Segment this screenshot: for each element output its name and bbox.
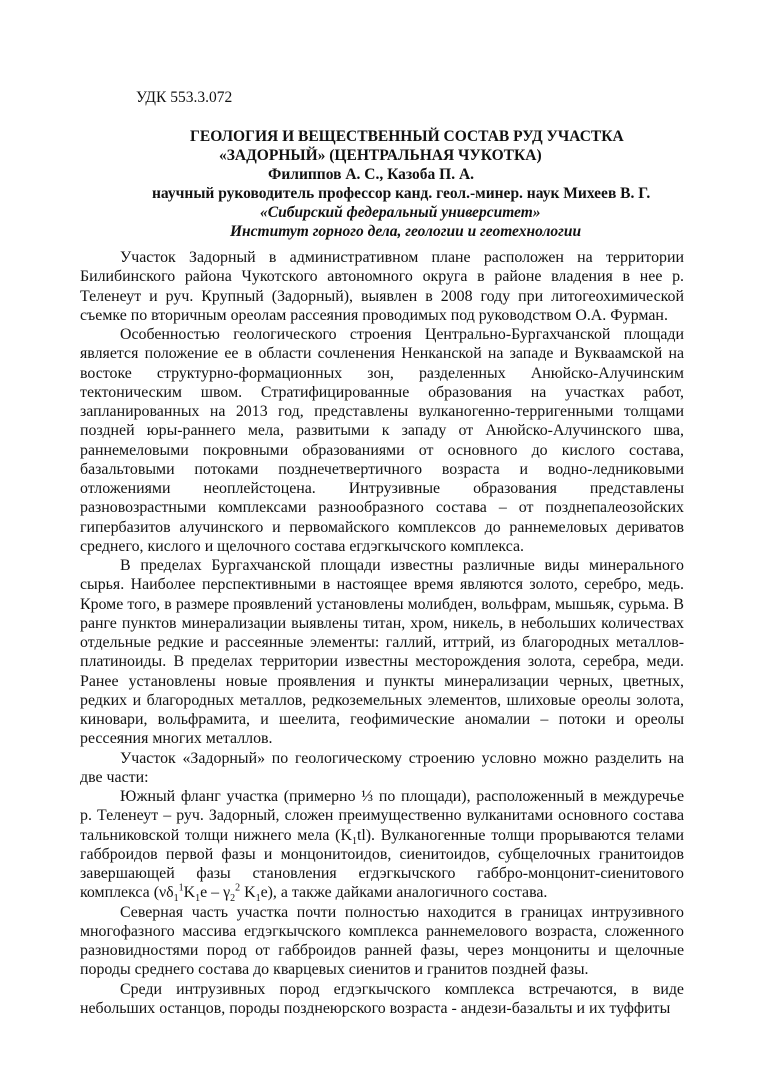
paragraph-2: Особенностью геологического строения Центрально-Бургахчанской площади является положение ее в области сочленения Ненканской на западе и Вукваамской на востоке структурно-формационных зон, разделенных Анюйско-Алучинским тектоническим швом. Стратифицированные образования на участках работ, запланированных на 2013 год, представлены вулканогенно-терригенными толщами поздней юры-раннего мела, развитыми к западу от Анюйско-Алучинского шва, раннемеловыми покровными образованиями от основного до кислого состава, базальтовыми потоками позднечетвертичного возраста и водно-ледниковыми отложениями неоплейстоцена. Интрузивные образования представлены разновозрастными комплексами разнообразного состава – от позднепалеозойских гипербазитов алучинского и первомайского комплексов до раннемеловых дериватов среднего, кислого и щелочного состава егдэгкычского комплекса.: [80, 326, 684, 555]
paragraph-3: В пределах Бургахчанской площади известны различные виды минерального сырья. Наиболее перспективными в настоящее время являются золото, серебро, медь. Кроме того, в размере проявлений установлены молибден, вольфрам, мышьяк, сурьма. В ранге пунктов минерализации выявлены титан, хром, никель, в небольших количествах отдельные редкие и рассеянные элементы: галлий, иттрий, из благородных металлов- платиноиды. В пределах территории известны месторождения золота, серебра, меди. Ранее установлены новые проявления и пункты минерализации черных, цветных, редких и благородных металлов, редкоземельных элементов, шлиховые ореолы золота, киновари, вольфрамита, и шеелита, геофимические аномалии – потоки и ореолы рессеяния многих металлов.: [80, 557, 684, 748]
paragraph-7: Среди интрузивных пород егдэгкычского комплекса встречаются, в виде небольших останцов, породы позднеюрского возраста - андези-базальты и их туффиты: [80, 980, 684, 1017]
paragraph-5-part-a: Южный фланг участка (примерно ⅓ по площади), расположенный в междуречье р. Теленеут – руч. Задорный, сложен преимущественно вулканитами основного состава тальниковской толщи нижнего мела (K: [80, 788, 684, 844]
article-body: [80, 248, 684, 1018]
paragraph-5-sup-2: 2: [235, 882, 241, 894]
title-line-2: «ЗАДОРНЫЙ» (ЦЕНТРАЛЬНАЯ ЧУКОТКА): [219, 147, 542, 164]
paragraph-5-sub-3: 1: [195, 893, 201, 905]
supervisor: научный руководитель профессор канд. геол.-минер. наук Михеев В. Г.: [152, 185, 651, 202]
paragraph-5-part-e: K: [240, 884, 256, 902]
paragraph-5: [80, 787, 684, 903]
authors: Филиппов А. С., Казоба П. А.: [268, 166, 475, 183]
paragraph-4: Участок «Задорный» по геологическому строению условно можно разделить на две части:: [80, 749, 684, 786]
paragraph-6: Северная часть участка почти полностью находится в границах интрузивного многофазного массива егдэгкычского комплекса раннемелового возраста, сложенного разновидностями пород от габброидов ранней фазы, через монцониты и щелочные породы среднего состава до кварцевых сиенитов и гранитов поздней фазы.: [80, 903, 684, 979]
institute: Институт горного дела, геологии и геотехнологии: [230, 223, 582, 240]
paragraph-5-part-b: tl). Вулканогенные толщи прорываются телами габброидов первой фазы и монцонитоидов, сиенитоидов, субщелочных гранитоидов завершающей фазы становления егдэгкычского габбро-монцонит-сиенитового комплекса (νδ: [80, 826, 685, 902]
title-line-1: ГЕОЛОГИЯ И ВЕЩЕСТВЕННЫЙ СОСТАВ РУД УЧАСТКА: [190, 128, 624, 145]
paragraph-5-sub-1: 1: [351, 835, 357, 847]
paragraph-5-sub-2: 1: [173, 893, 179, 905]
paragraph-5-part-d: e – γ: [200, 884, 231, 902]
udk-code: УДК 553.3.072: [136, 89, 233, 106]
paragraph-5-part-c: K: [183, 884, 196, 902]
paragraph-1: Участок Задорный в административном плане расположен на территории Билибинского района Чукотского автономного округа в районе владения в нее р. Теленеут и руч. Крупный (Задорный), выявлен в 2008 году при литогеохимической съемке по вторичным ореолам рассеяния проводимых под руководством О.А. Фурман.: [80, 249, 684, 324]
paragraph-5-sub-4: 2: [230, 893, 236, 905]
paragraph-5-part-f: e), а также дайками аналогичного состава.: [260, 884, 548, 902]
university: «Сибирский федеральный университет»: [260, 204, 541, 221]
paragraph-5-sup-1: 1: [178, 882, 184, 894]
paragraph-5-sub-5: 1: [255, 893, 261, 905]
